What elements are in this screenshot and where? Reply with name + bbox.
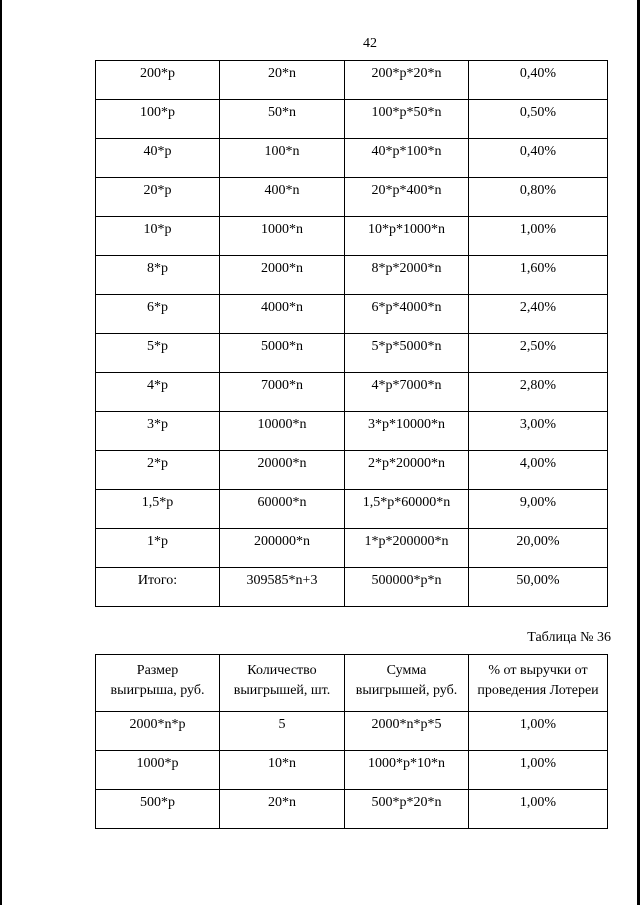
table-cell — [96, 100, 220, 139]
table-cell — [96, 790, 220, 829]
cell-text: 2000*n*р*5 — [371, 717, 442, 732]
cell-text: 1,60% — [519, 261, 557, 276]
table-cell — [345, 61, 469, 100]
cell-text: 0,40% — [519, 144, 557, 159]
table-cell — [345, 712, 469, 751]
table-cell — [220, 751, 345, 790]
cell-text: 4,00% — [519, 456, 557, 471]
table-cell — [220, 295, 345, 334]
table-row — [96, 256, 608, 295]
cell-text: 2000*n — [261, 261, 303, 276]
table-header-row — [96, 655, 608, 712]
table-cell — [220, 490, 345, 529]
cell-text: 500*р*20*n — [371, 795, 442, 810]
table-row — [96, 334, 608, 373]
table-row — [96, 373, 608, 412]
table-cell — [469, 529, 608, 568]
table-cell — [220, 139, 345, 178]
table-cell — [345, 256, 469, 295]
table-cell — [220, 61, 345, 100]
table-cell — [96, 712, 220, 751]
header-line: выигрышей, руб. — [355, 683, 458, 698]
cell-text: 4*р — [147, 378, 168, 393]
table-cell — [345, 490, 469, 529]
table-cell — [345, 100, 469, 139]
table-row — [96, 751, 608, 790]
table-36-caption: Таблица № 36 — [527, 630, 611, 645]
cell-text: 7000*n — [261, 378, 303, 393]
table-cell — [96, 256, 220, 295]
cell-text: 4*р*7000*n — [371, 378, 442, 393]
table-cell — [345, 295, 469, 334]
table-cell — [469, 100, 608, 139]
cell-text: 6*р — [147, 300, 168, 315]
cell-text: 2,40% — [519, 300, 557, 315]
cell-text: 20*р — [143, 183, 172, 198]
cell-text: 2*р — [147, 456, 168, 471]
table-row — [96, 790, 608, 829]
cell-text: 20*n — [268, 66, 296, 81]
cell-text: 2*р*20000*n — [368, 456, 445, 471]
table-cell — [96, 412, 220, 451]
table-cell — [469, 295, 608, 334]
cell-text: 2,80% — [519, 378, 557, 393]
cell-text: 2,50% — [519, 339, 557, 354]
table-cell — [96, 751, 220, 790]
cell-text: 1,00% — [519, 756, 557, 771]
cell-text: 20000*n — [257, 456, 307, 471]
table-cell — [469, 373, 608, 412]
cell-text: 200*р*20*n — [371, 66, 442, 81]
cell-text: 6*р*4000*n — [371, 300, 442, 315]
header-revenue-percent — [469, 655, 608, 712]
cell-text: 1,00% — [519, 717, 557, 732]
table-row — [96, 451, 608, 490]
table-cell — [96, 529, 220, 568]
table-row — [96, 490, 608, 529]
cell-text: 3,00% — [519, 417, 557, 432]
cell-text: 500*р — [140, 795, 175, 810]
header-line: выигрышей, шт. — [233, 683, 331, 698]
table-cell — [220, 373, 345, 412]
cell-text: 1000*n — [261, 222, 303, 237]
table-cell — [96, 490, 220, 529]
cell-text: 10*n — [268, 756, 296, 771]
table-cell — [220, 712, 345, 751]
cell-text: 1,5*р*60000*n — [362, 495, 451, 510]
cell-text: 50,00% — [516, 573, 560, 588]
table-cell — [345, 178, 469, 217]
cell-text: 100*n — [264, 144, 300, 159]
table-cell — [96, 295, 220, 334]
table-row — [96, 217, 608, 256]
table-cell — [96, 334, 220, 373]
table-cell — [220, 529, 345, 568]
table-cell — [96, 139, 220, 178]
table-row — [96, 178, 608, 217]
cell-text: 8*р — [147, 261, 168, 276]
cell-text: 10*р — [143, 222, 172, 237]
table-cell — [345, 412, 469, 451]
header-line: Сумма — [386, 663, 427, 678]
header-line: % от выручки от — [488, 663, 588, 678]
cell-text: 40*р*100*n — [371, 144, 442, 159]
cell-text: 200000*n — [254, 534, 310, 549]
cell-text: 1*р — [147, 534, 168, 549]
prize-table-36 — [95, 654, 608, 829]
table-row — [96, 568, 608, 607]
prize-table-continued — [95, 60, 608, 607]
cell-text: 0,40% — [519, 66, 557, 81]
cell-text: 10*р*1000*n — [368, 222, 445, 237]
table-cell — [469, 568, 608, 607]
cell-text: 20*n — [268, 795, 296, 810]
table-cell — [345, 568, 469, 607]
cell-text: 20*р*400*n — [371, 183, 442, 198]
table-row — [96, 295, 608, 334]
table-row — [96, 61, 608, 100]
cell-text: 200*р — [140, 66, 175, 81]
table-cell — [96, 217, 220, 256]
table-cell — [469, 139, 608, 178]
table-cell — [469, 790, 608, 829]
cell-text: 20,00% — [516, 534, 560, 549]
table-row — [96, 412, 608, 451]
cell-text: 3*р*10000*n — [368, 417, 445, 432]
table-row — [96, 139, 608, 178]
table-cell — [469, 217, 608, 256]
cell-text: 309585*n+3 — [246, 573, 318, 588]
cell-text: 500000*р*n — [371, 573, 442, 588]
header-prize-size — [96, 655, 220, 712]
table-cell — [345, 529, 469, 568]
table-cell — [96, 178, 220, 217]
cell-text: 1000*р — [136, 756, 179, 771]
table-cell — [220, 568, 345, 607]
table-row — [96, 100, 608, 139]
cell-text: 5 — [278, 717, 286, 732]
table-cell — [96, 373, 220, 412]
cell-text: 1,5*р — [141, 495, 174, 510]
table-cell — [96, 61, 220, 100]
cell-text: 10000*n — [257, 417, 307, 432]
cell-text: 100*р — [140, 105, 175, 120]
cell-text: 100*р*50*n — [371, 105, 442, 120]
table-row — [96, 529, 608, 568]
page-number: 42 — [363, 36, 377, 51]
page-left-edge — [0, 0, 2, 905]
table-cell — [469, 334, 608, 373]
cell-text: 5000*n — [261, 339, 303, 354]
prize-table-body — [96, 61, 608, 607]
table-cell — [220, 412, 345, 451]
header-prize-sum — [345, 655, 469, 712]
table-cell — [220, 790, 345, 829]
cell-text: 4000*n — [261, 300, 303, 315]
table-cell — [345, 451, 469, 490]
table-cell — [220, 451, 345, 490]
table-row — [96, 712, 608, 751]
cell-text: 8*р*2000*n — [371, 261, 442, 276]
table-cell — [345, 790, 469, 829]
cell-text: 0,50% — [519, 105, 557, 120]
table-cell — [469, 751, 608, 790]
header-line: проведения Лотереи — [477, 683, 599, 698]
table-cell — [469, 61, 608, 100]
cell-text: 0,80% — [519, 183, 557, 198]
table-cell — [469, 178, 608, 217]
table-cell — [469, 412, 608, 451]
table-cell — [220, 334, 345, 373]
cell-text: 50*n — [268, 105, 296, 120]
table-cell — [96, 568, 220, 607]
header-line: Количество — [247, 663, 317, 678]
cell-text: 1,00% — [519, 222, 557, 237]
table-cell — [469, 256, 608, 295]
table-cell — [220, 217, 345, 256]
header-line: Размер — [136, 663, 179, 678]
table-cell — [220, 256, 345, 295]
cell-text: 1,00% — [519, 795, 557, 810]
table-36-body — [96, 655, 608, 829]
table-cell — [220, 178, 345, 217]
table-cell — [345, 217, 469, 256]
cell-text: 40*р — [143, 144, 172, 159]
cell-text: 5*р*5000*n — [371, 339, 442, 354]
cell-text: 1000*р*10*n — [368, 756, 445, 771]
table-cell — [345, 334, 469, 373]
cell-text: 5*р — [147, 339, 168, 354]
cell-text: 3*р — [147, 417, 168, 432]
cell-text: 60000*n — [257, 495, 307, 510]
table-cell — [96, 451, 220, 490]
table-cell — [345, 373, 469, 412]
cell-text: 9,00% — [519, 495, 557, 510]
table-cell — [469, 451, 608, 490]
header-prize-count — [220, 655, 345, 712]
cell-text: 1*р*200000*n — [364, 534, 449, 549]
table-cell — [469, 490, 608, 529]
cell-text: 400*n — [264, 183, 300, 198]
cell-text: Итого: — [137, 573, 178, 588]
header-line: выигрыша, руб. — [110, 683, 205, 698]
table-cell — [469, 712, 608, 751]
cell-text: 2000*n*р — [129, 717, 186, 732]
table-cell — [345, 751, 469, 790]
table-cell — [345, 139, 469, 178]
table-cell — [220, 100, 345, 139]
